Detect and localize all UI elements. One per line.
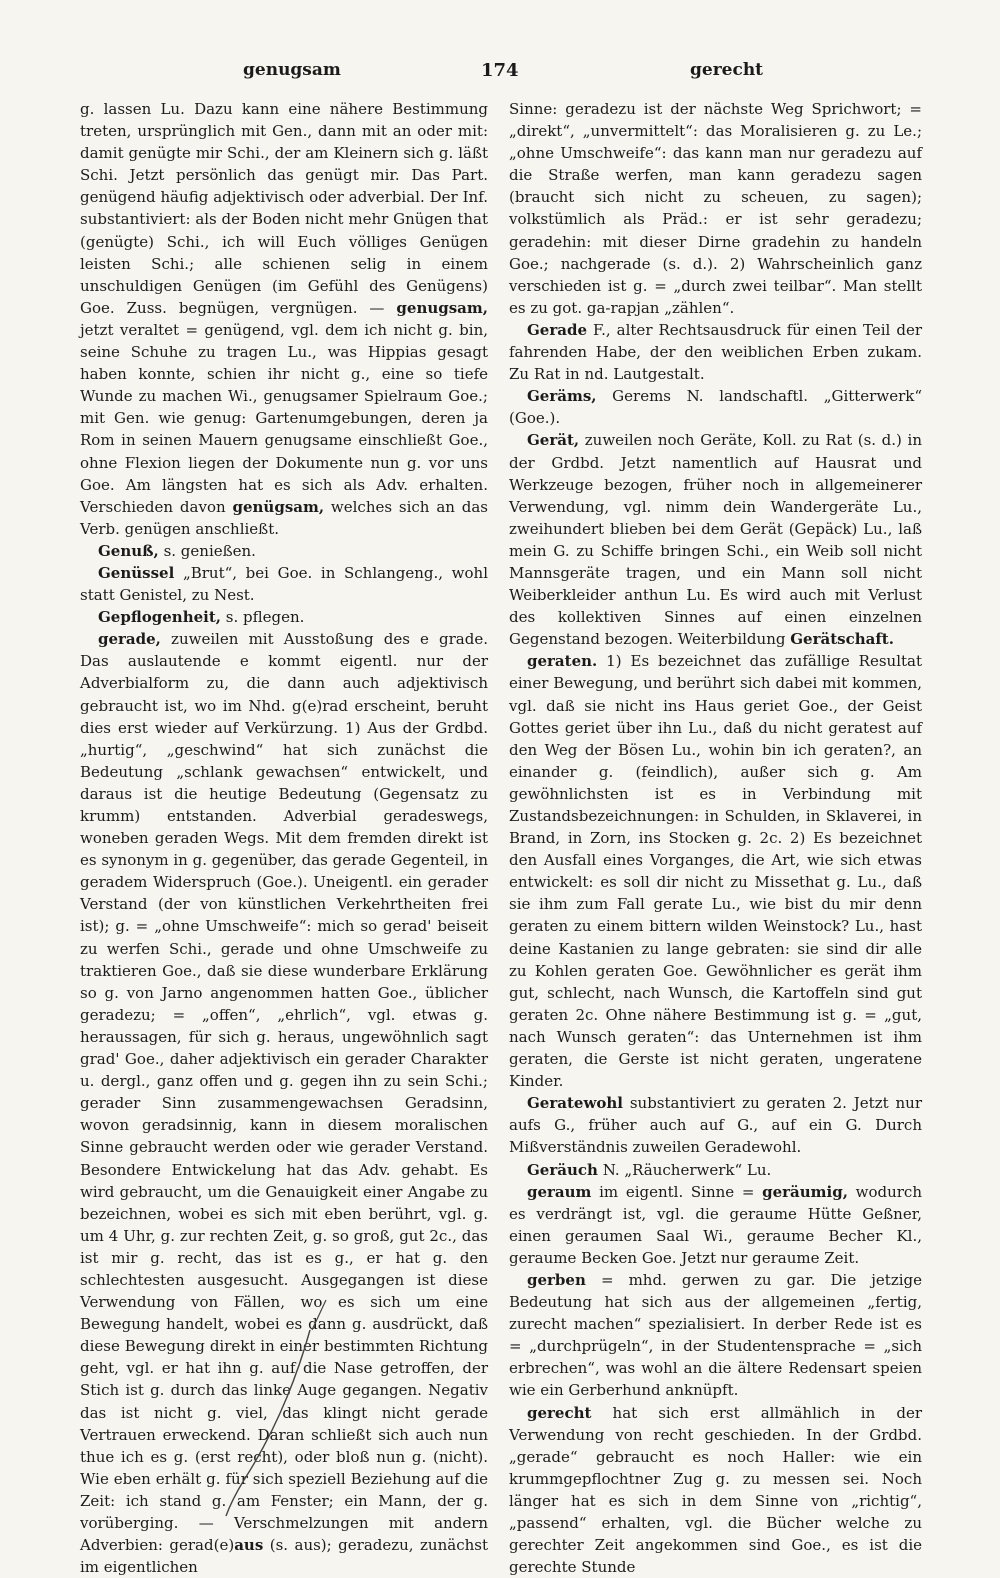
entry-lemma: Genüssel [98, 563, 175, 582]
entry-lemma: genugsam, [396, 298, 488, 317]
left-column [80, 98, 489, 1577]
dictionary-entry [509, 1092, 922, 1158]
entry-text: jetzt veraltet = genügend, vgl. dem ich nicht g. bin, seine Schuhe zu tragen Lu., was Hippias gesagt haben konnte, schien ihr nicht g., eine so tiefe Wunde zu machen Wi., genugsamer Spielraum Goe.; mit Gen. wie genug: Gartenumgebungen, deren ja Rom in seinen Mauern genugsame einschließt Goe., ohne Flexion liegen der Dokumente nun g. vor uns Goe. Am längsten hat es sich als Adv. erhalten. Verschieden davon [80, 320, 488, 516]
entry-text: = mhd. gerwen zu gar. Die jetzige Bedeutung hat sich aus der allgemeinen „fertig, zurecht machen“ spezialisiert. In derber Rede ist es = „durchprügeln“, in der Studentensprache = „sich erbrechen“, was wohl an die ältere Redensart speien wie ein Gerberhund anknüpft. [509, 1270, 922, 1400]
entry-lemma: genügsam, [232, 497, 325, 516]
entry-lemma: Geräuch [527, 1160, 598, 1179]
right-column [509, 98, 922, 1577]
dictionary-entry [509, 429, 922, 650]
entry-text: Sinne: geradezu ist der nächste Weg Sprichwort; = „direkt“, „unvermittelt“: das Moralisieren g. zu Le.; „ohne Umschweife“: das kann man nur geradezu auf die Straße werfen, man kann geradezu sagen (braucht sich nicht zu scheuen, zu sagen); volkstümlich als Präd.: er ist sehr geradezu; geradehin: mit dieser Dirne gradehin zu handeln Goe.; nachgerade (s. d.). 2) Wahrscheinlich ganz verschieden ist g. = „durch zwei teilbar“. Man stellt es zu got. ga-rapjan „zählen“. [509, 100, 922, 317]
entry-lemma: gerecht [527, 1403, 592, 1422]
entry-text: „Brut“, bei Goe. in Schlangeng., wohl statt Genistel, zu Nest. [80, 563, 488, 605]
entry-text: s. genießen. [158, 541, 256, 560]
entry-lemma: geraum [527, 1182, 592, 1201]
entry-lemma: aus [234, 1536, 264, 1555]
entry-lemma: Gerade [527, 320, 588, 339]
entry-lemma: gerade, [98, 630, 161, 649]
entry-text: g. lassen Lu. Dazu kann eine nähere Bestimmung treten, ursprünglich mit Gen., dann mit an oder mit: damit genügte mir Schi., der am Kleinern sich g. läßt Schi. Jetzt persönlich das genügt mir. Das Part. genügend häufig adjektivisch oder adverbial. Der Inf. substantiviert: als der Boden nicht mehr Gnügen that (genügte) Schi., ich will Euch völliges Genügen leisten Schi.; alle schienen selig in einem unschuldigen Genügen (im Gefühl des Genügens) Goe. Zuss. begnügen, vergnügen. — [80, 100, 488, 317]
header-left-word: genugsam [243, 60, 341, 80]
entry-text: (s. aus); geradezu, zunächst im eigentlichen [80, 1536, 488, 1577]
dictionary-entry [80, 540, 488, 562]
entry-lemma: Gerätschaft. [790, 630, 894, 649]
dictionary-entry [509, 319, 922, 385]
entry-text: N. „Räucherwerk“ Lu. [597, 1160, 772, 1179]
entry-lemma: Gerät, [527, 431, 580, 450]
entry-text: wodurch es verdrängt ist, vgl. die geraume Hütte Geßner, einen geraumen Saal Wi., geraume Becher Kl., geraume Becken Goe. Jetzt nur geraume Zeit. [509, 1182, 922, 1267]
header-right-word: gerecht [690, 60, 764, 80]
continuation-paragraph [509, 98, 922, 319]
dictionary-entry [80, 628, 488, 1578]
entry-lemma: gerben [527, 1270, 586, 1289]
entry-lemma: Geräms, [527, 387, 597, 406]
entry-lemma: Geratewohl [527, 1094, 623, 1113]
entry-text: 1) Es bezeichnet das zufällige Resultat einer Bewegung, und berührt sich dabei mit kommen, vgl. daß sie nicht ins Haus geriet Goe., der Geist Gottes geriet über ihn Lu., daß du nicht geratest auf den Weg der Bösen Lu., wohin bin ich geraten?, an einander g. (feindlich), außer sich g. Am gewöhnlichsten ist es in Verbindung mit Zustandsbezeichnungen: in Schulden, in Sklaverei, in Brand, in Zorn, ins Stocken g. 2c. 2) Es bezeichnet den Ausfall eines Vorganges, die Art, wie sich etwas entwickelt: es soll dir nicht zu Missethat g. Lu., daß sie ihm zum Fall gerate Lu., wie bist du mir denn geraten zu einem bittern wilden Weinstock? Lu., hast deine Kastanien zu lange gebraten: sie sind dir alle zu Kohlen geraten Goe. Gewöhnlicher es gerät ihm gut, schlecht, nach Wunsch, die Kartoffeln sind gut geraten 2c. Ohne nähere Bestimmung ist g. = „gut, nach Wunsch geraten“: das Unternehmen ist ihm geraten, die Gerste ist nicht geraten, ungeratene Kinder. [509, 652, 922, 1091]
entry-text: im eigentl. Sinne = [591, 1182, 763, 1201]
entry-text: F., alter Rechtsausdruck für einen Teil der fahrenden Habe, der den weiblichen Erben zukam. Zu Rat in nd. Lautgestalt. [509, 320, 922, 384]
dictionary-entry [80, 562, 488, 606]
dictionary-entry [509, 1181, 922, 1269]
dictionary-entry [80, 606, 488, 628]
dictionary-entry [509, 1269, 922, 1402]
entry-text: s. pflegen. [221, 608, 305, 627]
entry-text: substantiviert zu geraten 2. Jetzt nur aufs G., früher auch auf G., auf ein G. Durch Mißverständnis zuweilen Geradewohl. [509, 1094, 922, 1157]
dictionary-entry [509, 650, 922, 1092]
entry-text: Gerems N. landschaftl. „Gitterwerk“ (Goe.). [509, 387, 922, 428]
continuation-paragraph [80, 98, 488, 540]
dictionary-entry [509, 1402, 922, 1578]
entry-lemma: geräumig, [762, 1182, 848, 1201]
page-number: 174 [481, 60, 519, 81]
entry-text: hat sich erst allmählich in der Verwendung von recht geschieden. In der Grdbd. „gerade“ gebraucht es noch Haller: wie ein krummgepflochtner Zug g. zu messen sei. Noch länger hat es sich in dem Sinne von „richtig“, „passend“ erhalten, vgl. die Bücher welche zu gerechter Zeit angekommen sind Goe., es ist die gerechte Stunde [509, 1403, 922, 1577]
entry-lemma: Genuß, [98, 541, 159, 560]
dictionary-entry [509, 385, 922, 429]
entry-text: welches sich an das Verb. genügen anschließt. [80, 497, 489, 538]
dictionary-entry [509, 1159, 922, 1181]
entry-text: zuweilen mit Ausstoßung des e grade. Das auslautende e kommt eigentl. nur der Adverbialform zu, die dann auch adjektivisch gebraucht ist, wo im Nhd. g(e)rad erscheint, beruht dies erst wieder auf Verkürzung. 1) Aus der Grdbd. „hurtig“, „geschwind“ hat sich zunächst die Bedeutung „schlank gewachsen“ entwickelt, und daraus ist die heutige Bedeutung (Gegensatz zu krumm) entstanden. Adverbial geradeswegs, woneben geraden Wegs. Mit dem fremden direkt ist es synonym in g. gegenüber, das gerade Gegenteil, in geradem Widerspruch (Goe.). Uneigentl. ein gerader Verstand (der von künstlichen Verkehrtheiten frei ist); g. = „ohne Umschweife“: mich so gerad' beiseit zu werfen Schi., gerade und ohne Umschweife zu traktieren Goe., daß sie diese wunderbare Erklärung so g. von Jarno angenommen hatten Goe., üblicher geradezu; = „offen“, „ehrlich“, vgl. etwas g. heraussagen, für sich g. heraus, ungewöhnlich sagt grad' Goe., daher adjektivisch ein gerader Charakter u. dergl., ganz offen und g. gegen ihn zu sein Schi.; gerader Sinn zusammengewachsen Geradsinn, wovon geradsinnig, kann in diesem moralischen Sinne gebraucht werden oder wie gerader Verstand. Besondere Entwickelung hat das Adv. gehabt. Es wird gebraucht, um die Genauigkeit einer Angabe zu bezeichnen, wobei es sich mit eben berührt, vgl. g. um 4 Uhr, g. zur rechten Zeit, g. so groß, gut 2c., das ist mir g. recht, das ist es g., er hat g. den schlechtesten ausgesucht. Ausgegangen ist diese Verwendung von Fällen, wo es sich um eine Bewegung handelt, wobei es dann g. ausdrückt, daß diese Bewegung direkt in einer bestimmten Richtung geht, vgl. er hat ihn g. auf die Nase getroffen, der Stich ist g. durch das linke Auge gegangen. Negativ das ist nicht g. viel, das klingt nicht gerade Vertrauen erweckend. Daran schließt sich auch nun thue ich es g. (erst recht), oder bloß nun g. (nicht). Wie eben erhält g. für sich speziell Beziehung auf die Zeit: ich stand g. am Fenster; ein Mann, der g. vorüberging. — Verschmelzungen mit andern Adverbien: gerad(e) [80, 630, 488, 1555]
entry-lemma: Gepflogenheit, [98, 608, 221, 627]
entry-lemma: geraten. [527, 652, 598, 671]
entry-text: zuweilen noch Geräte, Koll. zu Rat (s. d.) in der Grdbd. Jetzt namentlich auf Hausrat und Werkzeuge bezogen, früher noch in allgemeinerer Verwendung, vgl. nimm dein Wandergeräte Lu., zweihundert blieben bei dem Gerät (Gepäck) Lu., laß mein G. zu Schiffe bringen Schi., ein Weib soll nicht Mannsgeräte tragen, und ein Mann soll nicht Weiberkleider anthun Lu. Es wird auch mit Verlust des kollektiven Sinnes auf einen einzelnen Gegenstand bezogen. Weiterbildung [509, 431, 922, 649]
